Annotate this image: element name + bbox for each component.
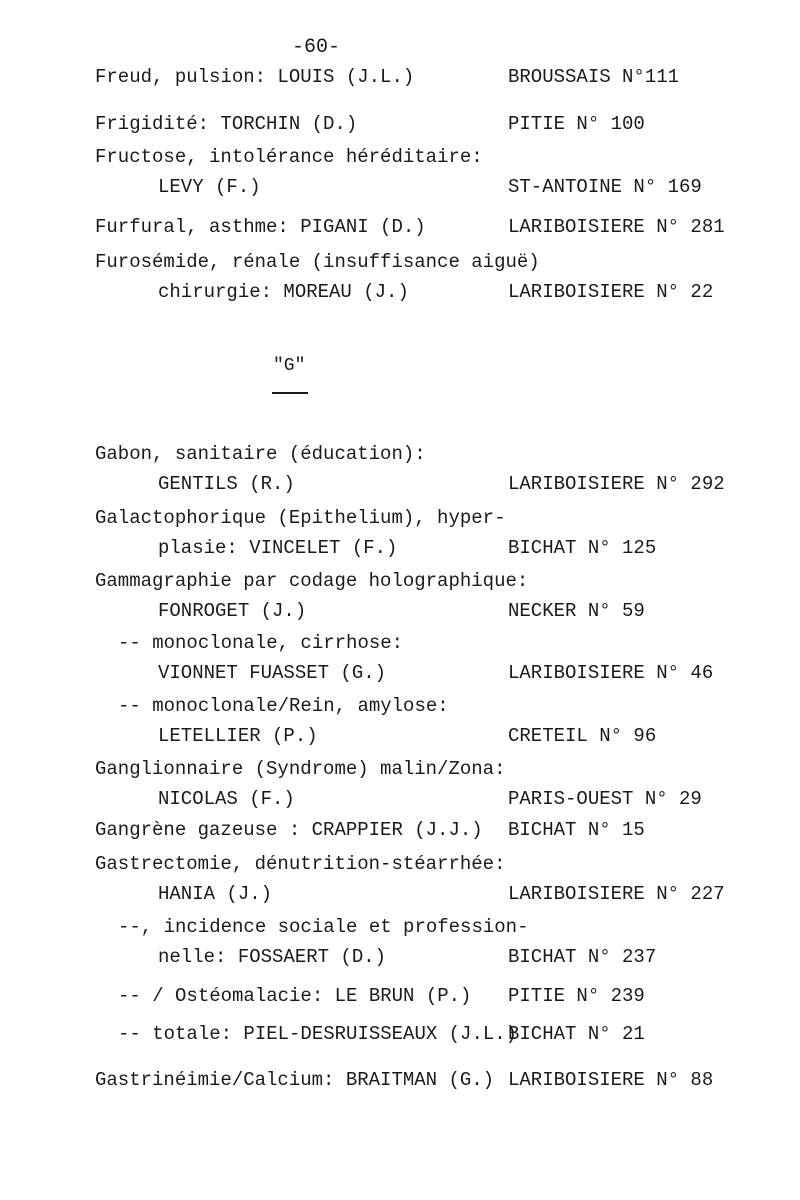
entry-line: Gangrène gazeuse : CRAPPIER (J.J.) — [95, 819, 483, 841]
entry-reference: LARIBOISIERE N° 46 — [508, 662, 714, 684]
entry-line: chirurgie: MOREAU (J.) — [158, 281, 409, 303]
entry-line: plasie: VINCELET (F.) — [158, 537, 398, 559]
entry-line: Furosémide, rénale (insuffisance aiguë) — [95, 251, 540, 273]
page-number: -60- — [292, 36, 341, 59]
entry-line: -- monoclonale, cirrhose: — [118, 632, 404, 654]
entry-reference: LARIBOISIERE N° 281 — [508, 216, 725, 238]
entry-reference: LARIBOISIERE N° 22 — [508, 281, 714, 303]
entry-line: GENTILS (R.) — [158, 473, 295, 495]
entry-reference: CRETEIL N° 96 — [508, 725, 657, 747]
entry-reference: PARIS-OUEST N° 29 — [508, 788, 702, 810]
entry-reference: BICHAT N° 125 — [508, 537, 657, 559]
entry-line: Frigidité: TORCHIN (D.) — [95, 113, 358, 135]
section-letter: "G" — [273, 356, 306, 376]
entry-reference: BICHAT N° 237 — [508, 946, 657, 968]
entry-line: nelle: FOSSAERT (D.) — [158, 946, 387, 968]
entry-line: VIONNET FUASSET (G.) — [158, 662, 387, 684]
entry-line: Gastrinéimie/Calcium: BRAITMAN (G.) — [95, 1069, 495, 1091]
entry-reference: PITIE N° 239 — [508, 985, 645, 1007]
entry-reference: BICHAT N° 21 — [508, 1023, 645, 1045]
entry-line: Gastrectomie, dénutrition-stéarrhée: — [95, 853, 506, 875]
entry-line: HANIA (J.) — [158, 883, 273, 905]
entry-line: --, incidence sociale et profession- — [118, 916, 529, 938]
entry-line: FONROGET (J.) — [158, 600, 307, 622]
entry-line: Ganglionnaire (Syndrome) malin/Zona: — [95, 758, 506, 780]
entry-reference: LARIBOISIERE N° 292 — [508, 473, 725, 495]
entry-line: Fructose, intolérance héréditaire: — [95, 146, 483, 168]
entry-reference: ST-ANTOINE N° 169 — [508, 176, 702, 198]
entry-line: Gabon, sanitaire (éducation): — [95, 443, 426, 465]
entry-line: -- totale: PIEL-DESRUISSEAUX (J.L.) — [118, 1023, 518, 1045]
entry-line: Gammagraphie par codage holographique: — [95, 570, 529, 592]
entry-reference: BROUSSAIS N°111 — [508, 66, 680, 88]
entry-line: Galactophorique (Epithelium), hyper- — [95, 507, 506, 529]
entry-reference: BICHAT N° 15 — [508, 819, 645, 841]
entry-line: NICOLAS (F.) — [158, 788, 295, 810]
section-divider — [272, 392, 308, 394]
entry-line: -- / Ostéomalacie: LE BRUN (P.) — [118, 985, 472, 1007]
entry-reference: PITIE N° 100 — [508, 113, 645, 135]
entry-line: LEVY (F.) — [158, 176, 261, 198]
entry-line: Freud, pulsion: LOUIS (J.L.) — [95, 66, 415, 88]
entry-line: -- monoclonale/Rein, amylose: — [118, 695, 449, 717]
entry-reference: NECKER N° 59 — [508, 600, 645, 622]
entry-reference: LARIBOISIERE N° 227 — [508, 883, 725, 905]
entry-line: Furfural, asthme: PIGANI (D.) — [95, 216, 426, 238]
entry-line: LETELLIER (P.) — [158, 725, 318, 747]
entry-reference: LARIBOISIERE N° 88 — [508, 1069, 714, 1091]
